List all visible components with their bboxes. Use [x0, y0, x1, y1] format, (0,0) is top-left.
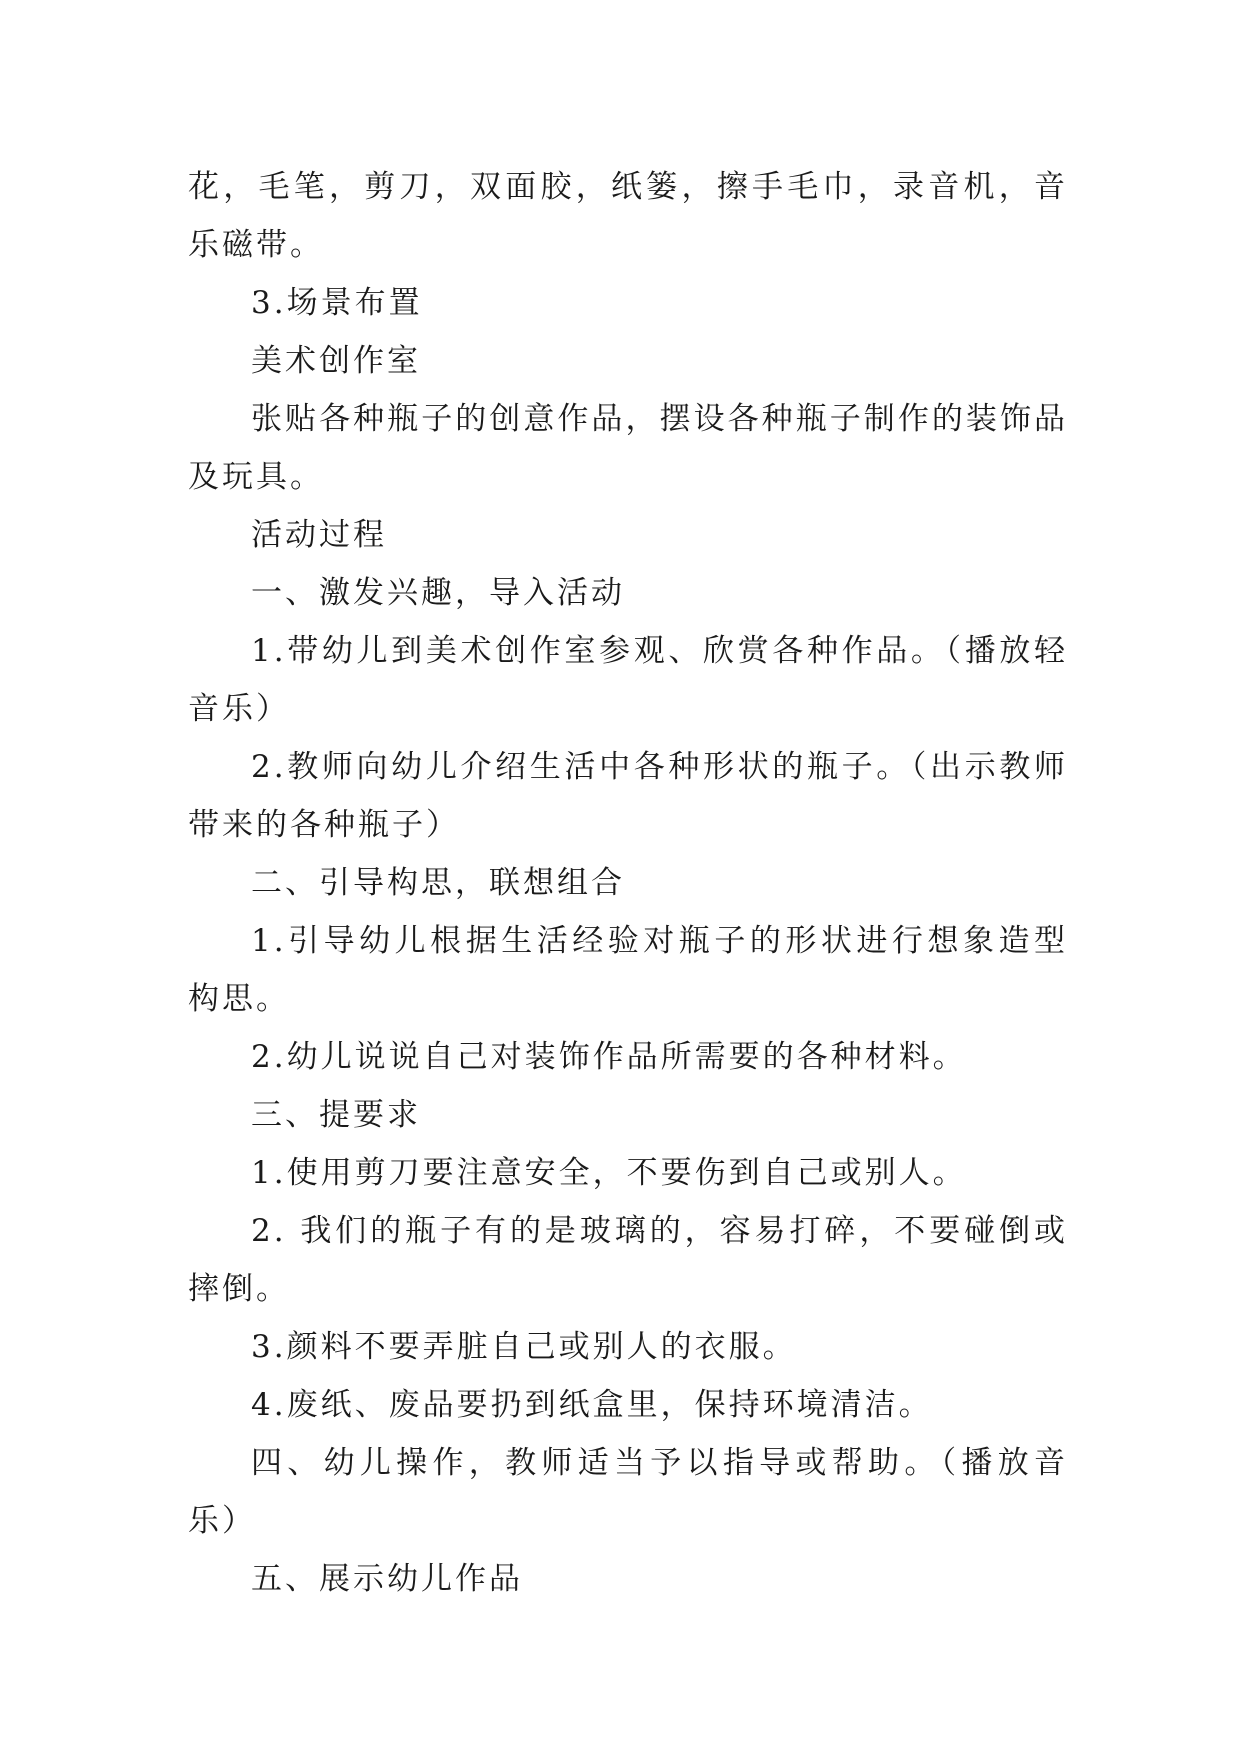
- paragraph-section-one-heading: 一、激发兴趣，导入活动: [251, 575, 625, 611]
- paragraph-scene-setup-heading: 3.场景布置: [251, 285, 423, 321]
- paragraph-section-four-heading: 四、幼儿操作，教师适当予以指导或帮助。（播放音乐）: [188, 1445, 1068, 1539]
- paragraph-section-three-item-4: 4.废纸、废品要扔到纸盒里，保持环境清洁。: [251, 1387, 933, 1423]
- paragraph-section-three-heading: 三、提要求: [251, 1097, 421, 1133]
- paragraph-section-three-item-1: 1.使用剪刀要注意安全，不要伤到自己或别人。: [251, 1155, 967, 1191]
- paragraph-section-two-item-1: 1.引导幼儿根据生活经验对瓶子的形状进行想象造型构思。: [188, 923, 1068, 1017]
- paragraph-studio-decoration: 张贴各种瓶子的创意作品，摆设各种瓶子制作的装饰品及玩具。: [188, 401, 1068, 495]
- document-body: [188, 158, 1068, 1608]
- paragraph-activity-process-heading: 活动过程: [251, 517, 387, 553]
- paragraph-materials-continued: 花，毛笔，剪刀，双面胶，纸篓，擦手毛巾，录音机，音乐磁带。: [188, 169, 1068, 263]
- paragraph-section-three-item-2: 2. 我们的瓶子有的是玻璃的，容易打碎，不要碰倒或摔倒。: [188, 1213, 1068, 1307]
- paragraph-art-studio: 美术创作室: [251, 343, 421, 379]
- paragraph-section-three-item-3: 3.颜料不要弄脏自己或别人的衣服。: [251, 1329, 797, 1365]
- paragraph-section-five-heading: 五、展示幼儿作品: [251, 1561, 523, 1597]
- paragraph-section-two-heading: 二、引导构思，联想组合: [251, 865, 625, 901]
- paragraph-section-one-item-1: 1.带幼儿到美术创作室参观、欣赏各种作品。（播放轻音乐）: [188, 633, 1068, 727]
- paragraph-section-one-item-2: 2.教师向幼儿介绍生活中各种形状的瓶子。（出示教师带来的各种瓶子）: [188, 749, 1068, 843]
- paragraph-section-two-item-2: 2.幼儿说说自己对装饰作品所需要的各种材料。: [251, 1039, 967, 1075]
